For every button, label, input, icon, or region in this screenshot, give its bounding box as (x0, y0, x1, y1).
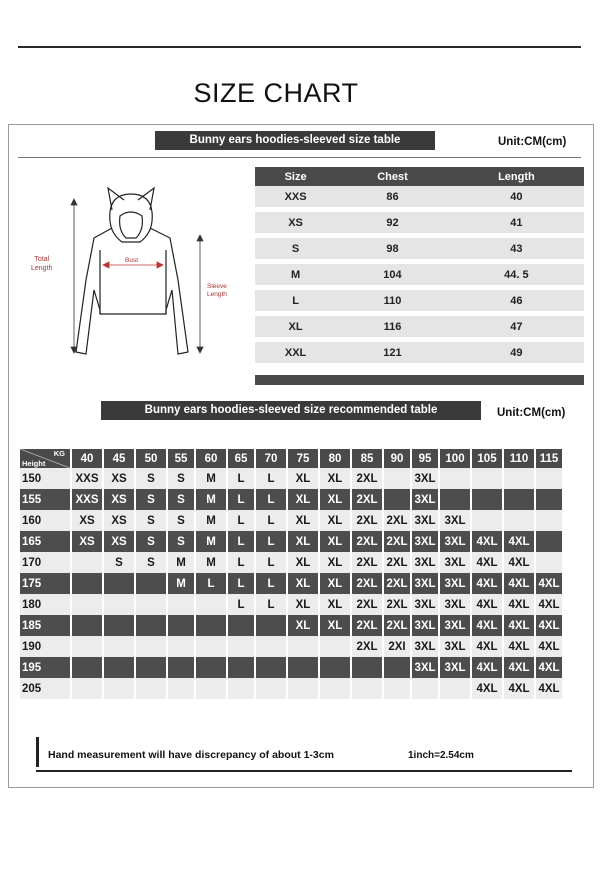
size-recommendation-cell (536, 510, 562, 531)
size-cell: XXS (255, 186, 336, 210)
size-recommendation-cell (136, 636, 166, 657)
size-recommendation-cell (320, 636, 350, 657)
size-recommendation-cell: 2XL (384, 531, 410, 552)
size-recommendation-cell: 4XL (504, 573, 534, 594)
size-recommendation-cell: XL (288, 531, 318, 552)
bust-label: Bust (125, 257, 139, 264)
weight-header: 55 (168, 449, 194, 468)
size-recommendation-cell: 4XL (472, 615, 502, 636)
size-recommendation-cell (440, 489, 470, 510)
size-recommendation-cell (104, 594, 134, 615)
size-recommendation-cell: 4XL (504, 657, 534, 678)
size-recommendation-cell: L (256, 489, 286, 510)
size-recommendation-cell (504, 510, 534, 531)
size-cell: XS (255, 210, 336, 236)
size-recommendation-cell: XS (72, 510, 102, 531)
size-recommendation-cell (472, 468, 502, 489)
size-recommendation-cell (136, 594, 166, 615)
size-recommendation-cell: S (168, 510, 194, 531)
size-recommendation-cell (136, 615, 166, 636)
size-recommendation-cell (72, 678, 102, 699)
size-recommendation-cell: 4XL (472, 636, 502, 657)
size-recommendation-cell: 3XL (412, 489, 438, 510)
size-recommendation-cell: L (256, 594, 286, 615)
size-cell: XXL (255, 340, 336, 366)
size-recommendation-cell (104, 615, 134, 636)
size-recommendation-cell (384, 678, 410, 699)
size-recommendation-cell: XL (288, 573, 318, 594)
size-recommendation-cell: 3XL (412, 510, 438, 531)
size-recommendation-cell: S (136, 468, 166, 489)
size-recommendation-cell: 4XL (504, 615, 534, 636)
size-recommendation-cell (352, 678, 382, 699)
size-recommendation-cell: 2XL (352, 573, 382, 594)
size-recommendation-cell: 4XL (504, 636, 534, 657)
size-cell: L (255, 288, 336, 314)
size-recommendation-cell: L (228, 489, 254, 510)
size-recommendation-cell: 4XL (536, 678, 562, 699)
size-recommendation-cell: 2XL (352, 594, 382, 615)
size-recommendation-cell: S (104, 552, 134, 573)
recommendation-row (20, 552, 562, 573)
size-recommendation-cell: 2XL (352, 615, 382, 636)
weight-header: 45 (104, 449, 134, 468)
size-recommendation-cell (104, 573, 134, 594)
size-recommendation-cell (196, 636, 226, 657)
total-length-label: Total Length (31, 256, 53, 272)
size-recommendation-cell: 3XL (412, 657, 438, 678)
weight-header: 110 (504, 449, 534, 468)
chest-cell: 121 (336, 340, 449, 366)
size-recommendation-cell: 2XL (352, 510, 382, 531)
size-recommendation-cell: L (228, 594, 254, 615)
size-recommendation-cell: 3XL (440, 510, 470, 531)
weight-header: 75 (288, 449, 318, 468)
size-recommendation-cell (288, 636, 318, 657)
height-cell: 165 (20, 531, 70, 552)
size-recommendation-cell: 3XL (412, 531, 438, 552)
size-recommendation-cell: 2XL (384, 510, 410, 531)
recommendation-row (20, 468, 562, 489)
size-recommendation-cell: M (168, 573, 194, 594)
weight-header: 80 (320, 449, 350, 468)
chest-cell: 92 (336, 210, 449, 236)
size-recommendation-cell (228, 657, 254, 678)
size-recommendation-cell: S (136, 489, 166, 510)
page-title: SIZE CHART (193, 78, 359, 108)
size-recommendation-cell: 3XL (440, 573, 470, 594)
size-recommendation-cell: 4XL (536, 615, 562, 636)
size-recommendation-cell (168, 594, 194, 615)
size-recommendation-cell (536, 531, 562, 552)
size-table-footer-bar (255, 375, 584, 385)
rec-table-banner: Bunny ears hoodies-sleeved size recommended table (101, 401, 481, 420)
height-cell: 190 (20, 636, 70, 657)
size-table-unit: Unit:CM(cm) (498, 136, 567, 148)
size-recommendation-cell: XL (288, 615, 318, 636)
chest-cell: 98 (336, 236, 449, 262)
size-recommendation-cell: XS (72, 531, 102, 552)
size-recommendation-cell: 3XL (440, 657, 470, 678)
weight-header: 100 (440, 449, 470, 468)
size-recommendation-cell: 3XL (412, 615, 438, 636)
height-cell: 185 (20, 615, 70, 636)
size-recommendation-cell: 2XL (352, 468, 382, 489)
chest-cell: 110 (336, 288, 449, 314)
size-recommendation-cell: L (256, 552, 286, 573)
size-recommendation-cell (72, 552, 102, 573)
chest-header: Chest (336, 167, 449, 186)
size-recommendation-cell: XS (104, 531, 134, 552)
recommendation-row (20, 615, 562, 636)
size-recommendation-cell (228, 678, 254, 699)
size-recommendation-cell (536, 552, 562, 573)
size-header: Size (255, 167, 336, 186)
size-row (255, 262, 584, 288)
size-table-banner: Bunny ears hoodies-sleeved size table (155, 131, 435, 150)
size-recommendation-cell (168, 615, 194, 636)
size-recommendation-cell: L (196, 573, 226, 594)
height-label: Height (22, 459, 46, 468)
size-recommendation-cell: 4XL (536, 594, 562, 615)
weight-header: 85 (352, 449, 382, 468)
height-cell: 170 (20, 552, 70, 573)
size-recommendation-cell (196, 657, 226, 678)
size-recommendation-cell: XS (104, 489, 134, 510)
weight-header: 115 (536, 449, 562, 468)
size-recommendation-cell: L (228, 573, 254, 594)
size-recommendation-cell: 2XL (384, 594, 410, 615)
size-recommendation-cell (256, 636, 286, 657)
size-recommendation-cell (168, 657, 194, 678)
frame-divider (18, 157, 581, 158)
size-recommendation-cell: 3XL (412, 573, 438, 594)
size-recommendation-cell (196, 678, 226, 699)
size-recommendation-cell: M (196, 552, 226, 573)
size-recommendation-cell (256, 678, 286, 699)
size-recommendation-cell: 3XL (440, 615, 470, 636)
size-recommendation-cell: 2XL (352, 636, 382, 657)
size-recommendation-cell: 4XL (472, 573, 502, 594)
recommendation-row (20, 636, 562, 657)
size-recommendation-cell: L (228, 552, 254, 573)
size-recommendation-cell: XL (288, 594, 318, 615)
size-recommendation-cell: M (196, 468, 226, 489)
size-recommendation-cell: L (256, 573, 286, 594)
length-cell: 46 (449, 288, 584, 314)
size-recommendation-cell: 4XL (536, 573, 562, 594)
height-cell: 205 (20, 678, 70, 699)
recommendation-row (20, 657, 562, 678)
length-cell: 41 (449, 210, 584, 236)
size-recommendation-cell (384, 657, 410, 678)
size-recommendation-cell (320, 678, 350, 699)
size-recommendation-cell (288, 657, 318, 678)
size-row (255, 314, 584, 340)
size-recommendation-cell: S (168, 468, 194, 489)
size-recommendation-cell: 3XL (412, 552, 438, 573)
size-recommendation-cell: XL (320, 594, 350, 615)
size-recommendation-cell: XL (288, 510, 318, 531)
size-recommendation-cell: 4XL (536, 657, 562, 678)
size-recommendation-cell (196, 594, 226, 615)
size-row (255, 210, 584, 236)
size-recommendation-cell: 2XL (384, 573, 410, 594)
recommendation-row (20, 678, 562, 699)
inch-conversion-note: 1inch=2.54cm (408, 750, 474, 761)
weight-header: 105 (472, 449, 502, 468)
size-recommendation-cell: 4XL (504, 678, 534, 699)
size-recommendation-cell (504, 468, 534, 489)
size-recommendation-cell: XXS (72, 489, 102, 510)
height-cell: 195 (20, 657, 70, 678)
chest-cell: 116 (336, 314, 449, 340)
size-recommendation-cell (228, 615, 254, 636)
size-recommendation-cell: L (228, 531, 254, 552)
size-recommendation-cell: XL (320, 573, 350, 594)
size-recommendation-cell: 2XI (384, 636, 410, 657)
size-recommendation-cell: 2XL (352, 552, 382, 573)
weight-header: 65 (228, 449, 254, 468)
size-recommendation-cell: 4XL (504, 531, 534, 552)
length-header: Length (449, 167, 584, 186)
size-recommendation-cell: XL (320, 468, 350, 489)
size-recommendation-cell: 3XL (440, 531, 470, 552)
size-recommendation-cell (168, 636, 194, 657)
size-recommendation-cell: 3XL (440, 636, 470, 657)
size-recommendation-cell: XL (288, 489, 318, 510)
chest-cell: 104 (336, 262, 449, 288)
top-divider (18, 46, 581, 48)
length-cell: 49 (449, 340, 584, 366)
size-table (255, 167, 584, 368)
length-cell: 40 (449, 186, 584, 210)
size-recommendation-cell (472, 489, 502, 510)
recommendation-table (18, 449, 564, 699)
length-cell: 47 (449, 314, 584, 340)
size-recommendation-cell: L (228, 468, 254, 489)
size-recommendation-cell: 4XL (472, 531, 502, 552)
size-recommendation-cell (136, 678, 166, 699)
size-recommendation-cell (384, 468, 410, 489)
size-row (255, 288, 584, 314)
size-recommendation-cell: XL (320, 510, 350, 531)
weight-header: 70 (256, 449, 286, 468)
size-recommendation-cell (168, 678, 194, 699)
size-recommendation-cell: XL (320, 489, 350, 510)
size-recommendation-cell: S (168, 531, 194, 552)
size-recommendation-cell: L (228, 510, 254, 531)
size-recommendation-cell (104, 657, 134, 678)
height-cell: 150 (20, 468, 70, 489)
size-recommendation-cell: 4XL (504, 594, 534, 615)
size-recommendation-cell: L (256, 468, 286, 489)
size-recommendation-cell: M (196, 489, 226, 510)
size-recommendation-cell: XL (288, 552, 318, 573)
size-recommendation-cell: XXS (72, 468, 102, 489)
sleeve-length-label: Sleeve Length (207, 283, 227, 298)
size-recommendation-cell: 3XL (440, 552, 470, 573)
size-cell: XL (255, 314, 336, 340)
size-recommendation-cell (384, 489, 410, 510)
size-recommendation-cell (440, 678, 470, 699)
size-recommendation-cell (412, 678, 438, 699)
size-recommendation-cell (136, 657, 166, 678)
size-recommendation-cell: 4XL (536, 636, 562, 657)
size-recommendation-cell (256, 615, 286, 636)
size-recommendation-cell: 2XL (352, 489, 382, 510)
corner-header (20, 449, 70, 468)
size-cell: M (255, 262, 336, 288)
weight-header: 60 (196, 449, 226, 468)
size-recommendation-cell (472, 510, 502, 531)
length-cell: 44. 5 (449, 262, 584, 288)
chest-cell: 86 (336, 186, 449, 210)
size-recommendation-cell: XL (288, 468, 318, 489)
size-recommendation-cell: XS (104, 468, 134, 489)
size-recommendation-cell (256, 657, 286, 678)
recommendation-row (20, 531, 562, 552)
size-recommendation-cell: S (136, 510, 166, 531)
size-recommendation-cell (288, 678, 318, 699)
size-recommendation-cell (72, 594, 102, 615)
rec-table-unit: Unit:CM(cm) (497, 407, 566, 419)
size-recommendation-cell (536, 468, 562, 489)
size-recommendation-cell: 4XL (472, 552, 502, 573)
size-recommendation-cell (72, 573, 102, 594)
size-recommendation-cell: 4XL (472, 678, 502, 699)
height-cell: 180 (20, 594, 70, 615)
size-recommendation-cell: 3XL (440, 594, 470, 615)
size-recommendation-cell: 2XL (352, 531, 382, 552)
size-recommendation-cell (72, 657, 102, 678)
size-recommendation-cell: 4XL (472, 657, 502, 678)
weight-header: 50 (136, 449, 166, 468)
size-recommendation-cell (320, 657, 350, 678)
size-recommendation-cell (228, 636, 254, 657)
recommendation-row (20, 594, 562, 615)
size-recommendation-cell: 3XL (412, 468, 438, 489)
size-recommendation-cell: L (256, 510, 286, 531)
hoodie-diagram (28, 180, 228, 365)
recommendation-row (20, 489, 562, 510)
size-recommendation-cell: 2XL (384, 615, 410, 636)
size-recommendation-cell: 2XL (384, 552, 410, 573)
size-recommendation-cell: XL (320, 552, 350, 573)
size-recommendation-cell: S (136, 531, 166, 552)
size-recommendation-cell: M (196, 510, 226, 531)
weight-header: 40 (72, 449, 102, 468)
note-marker (36, 737, 39, 767)
size-recommendation-cell (136, 573, 166, 594)
size-recommendation-cell: XL (320, 531, 350, 552)
size-recommendation-cell: M (168, 552, 194, 573)
height-cell: 160 (20, 510, 70, 531)
size-recommendation-cell: 4XL (472, 594, 502, 615)
size-recommendation-cell (440, 468, 470, 489)
size-recommendation-cell (352, 657, 382, 678)
height-cell: 175 (20, 573, 70, 594)
size-recommendation-cell (504, 489, 534, 510)
recommendation-row (20, 510, 562, 531)
size-recommendation-cell: L (256, 531, 286, 552)
height-cell: 155 (20, 489, 70, 510)
size-recommendation-cell (72, 636, 102, 657)
size-recommendation-cell: 4XL (504, 552, 534, 573)
size-cell: S (255, 236, 336, 262)
size-recommendation-cell: S (136, 552, 166, 573)
weight-header: 90 (384, 449, 410, 468)
size-recommendation-cell (104, 678, 134, 699)
length-cell: 43 (449, 236, 584, 262)
size-row (255, 340, 584, 366)
size-recommendation-cell: XS (104, 510, 134, 531)
size-recommendation-cell: 3XL (412, 636, 438, 657)
size-recommendation-cell: S (168, 489, 194, 510)
weight-unit-label: KG (53, 449, 65, 458)
size-recommendation-cell (536, 489, 562, 510)
size-row (255, 236, 584, 262)
measurement-note: Hand measurement will have discrepancy of about 1-3cm (48, 749, 334, 761)
size-recommendation-cell (104, 636, 134, 657)
recommendation-row (20, 573, 562, 594)
size-recommendation-cell: M (196, 531, 226, 552)
note-underline (36, 770, 572, 772)
size-recommendation-cell: XL (320, 615, 350, 636)
size-row (255, 186, 584, 210)
size-recommendation-cell (196, 615, 226, 636)
size-recommendation-cell (72, 615, 102, 636)
weight-header: 95 (412, 449, 438, 468)
size-recommendation-cell: 3XL (412, 594, 438, 615)
